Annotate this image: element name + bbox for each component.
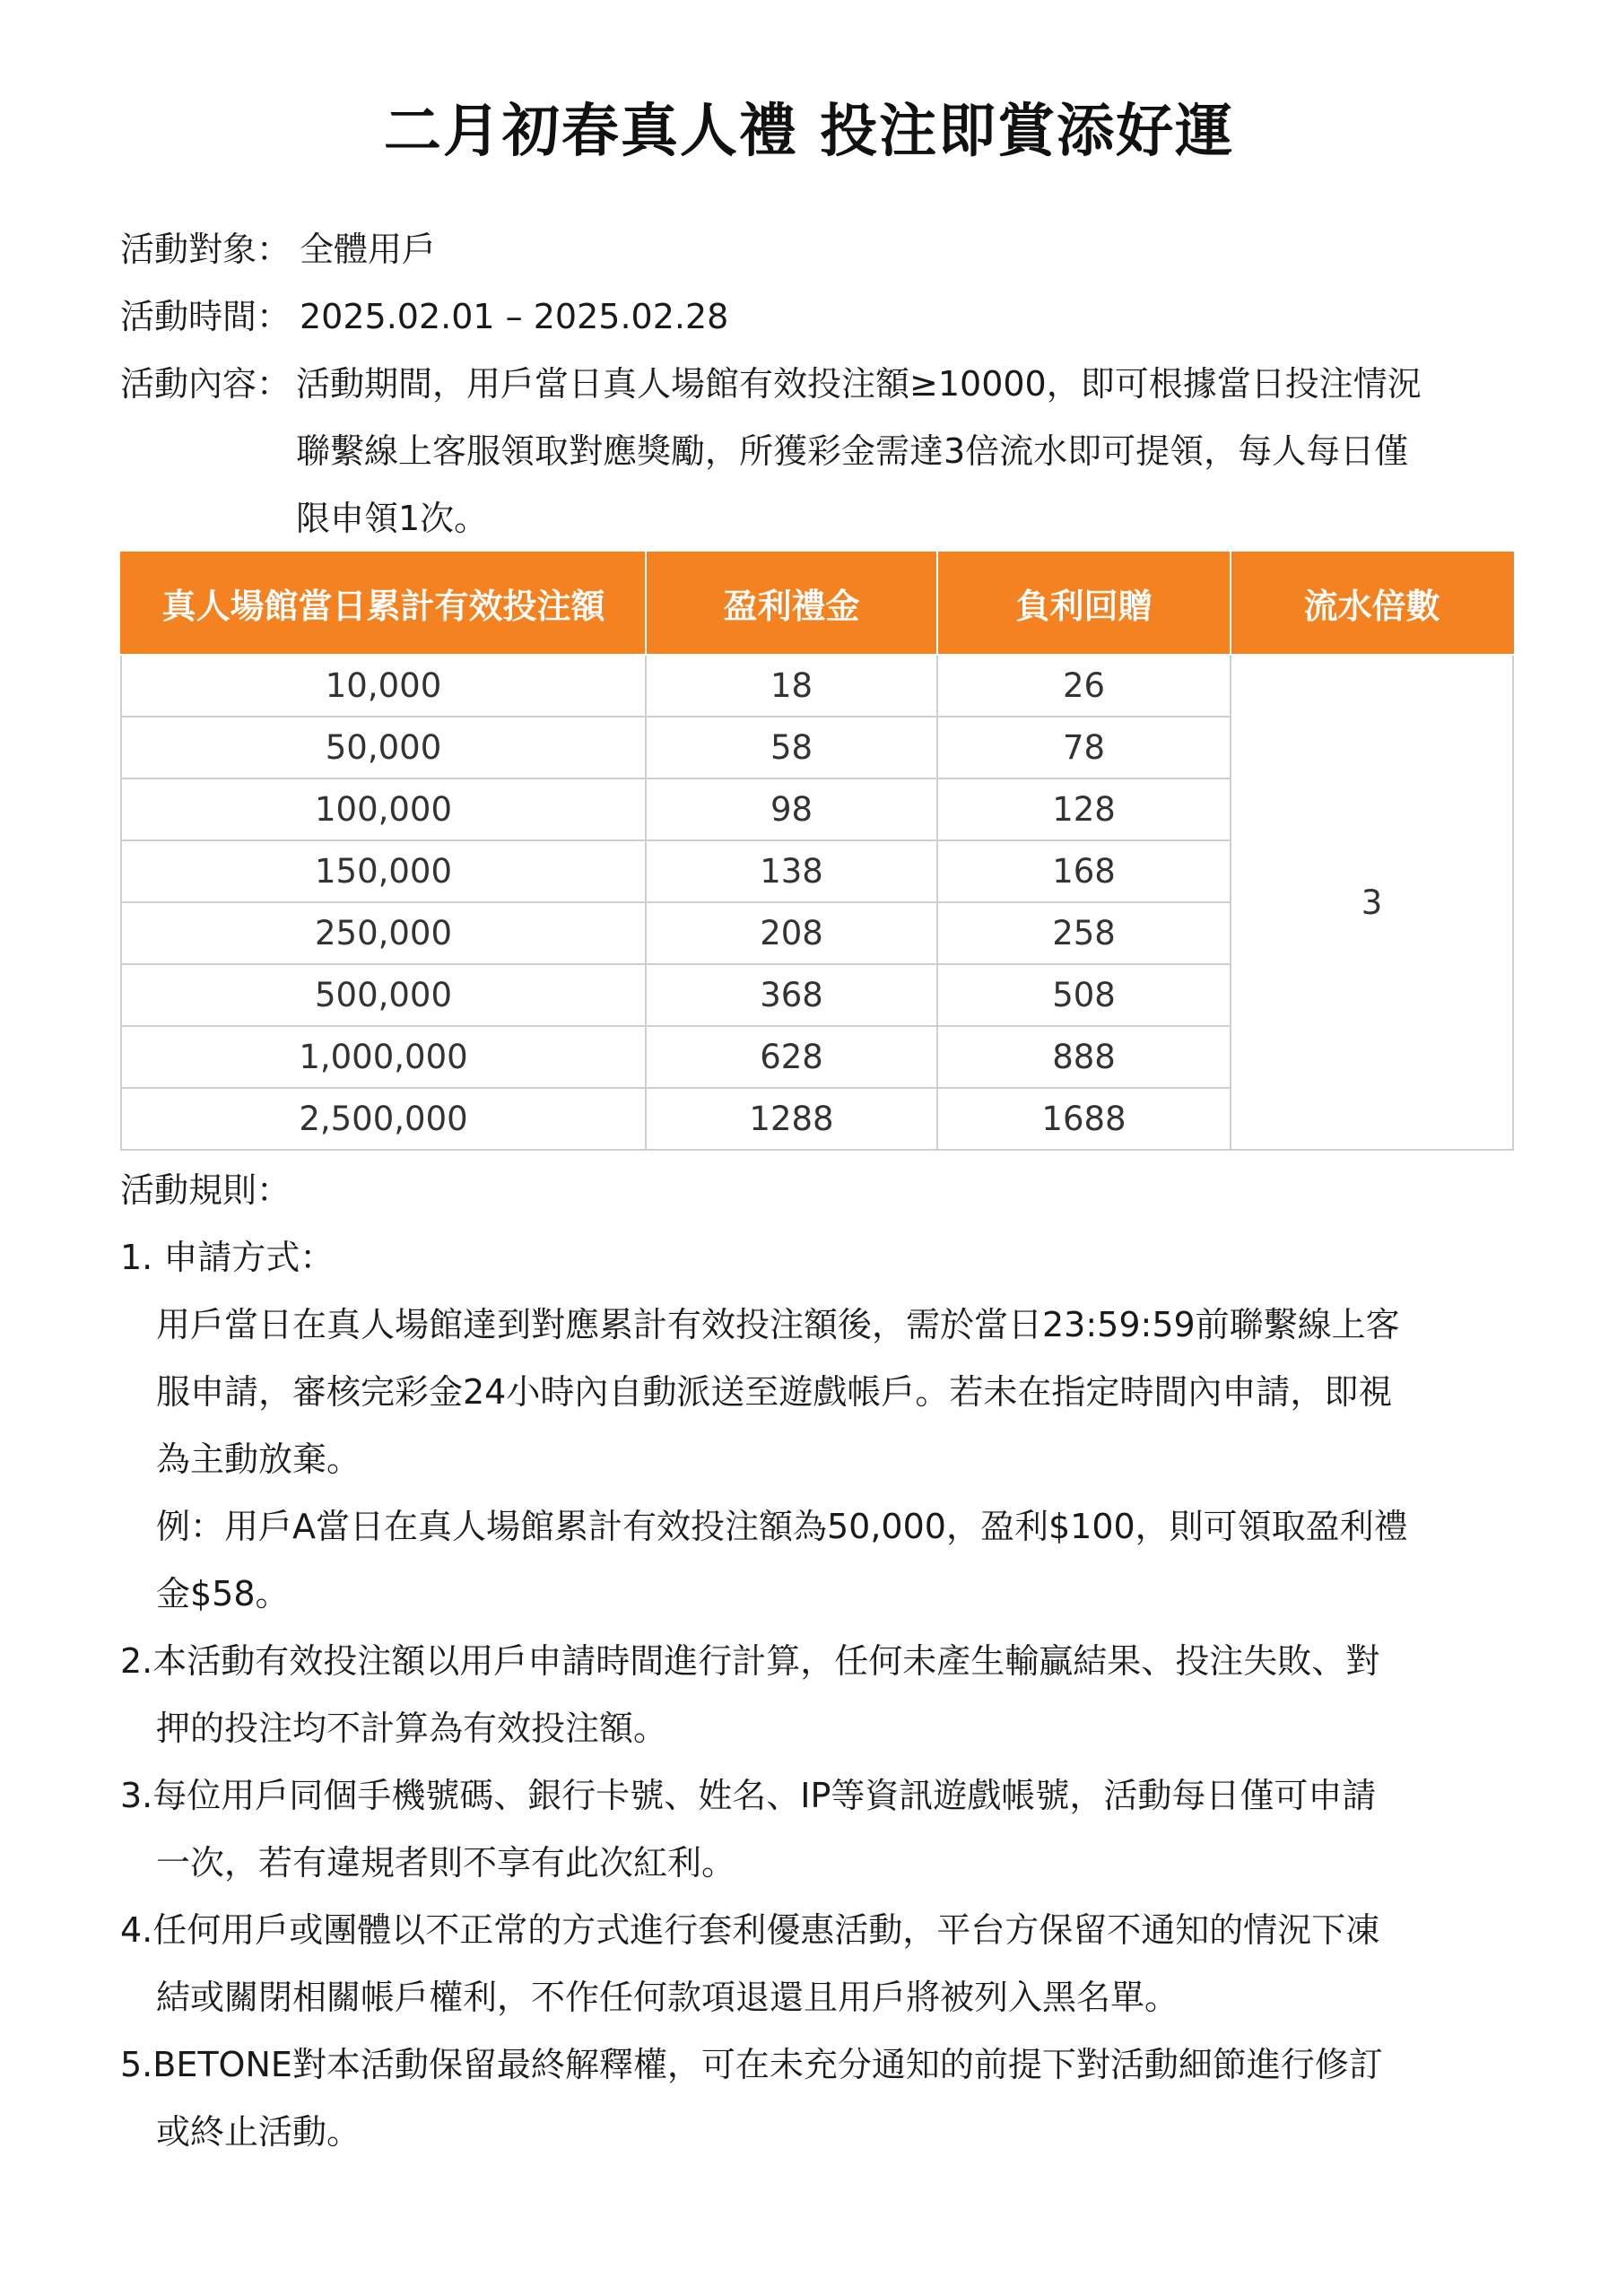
cell-turnover-multiplier: 3 — [1231, 655, 1513, 1150]
cell-profit-bonus: 18 — [646, 655, 937, 717]
meta-content-label: 活動內容： — [120, 364, 291, 404]
header-bet-amount: 真人場館當日累計有效投注額 — [121, 552, 646, 655]
cell-loss-rebate: 1688 — [937, 1088, 1231, 1150]
cell-loss-rebate: 168 — [937, 840, 1231, 902]
meta-time-label: 活動時間： — [120, 297, 291, 336]
meta-time-value: 2025.02.01 – 2025.02.28 — [300, 297, 729, 336]
page-title: 二月初春真人禮 投注即賞添好運 — [383, 99, 1235, 165]
rule-4-line: 4.任何用戶或團體以不正常的方式進行套利優惠活動，平台方保留不通知的情況下凍 — [120, 1910, 1380, 1950]
cell-bet-amount: 1,000,000 — [121, 1026, 646, 1088]
meta-target — [120, 215, 436, 283]
cell-profit-bonus: 628 — [646, 1026, 937, 1088]
cell-loss-rebate: 26 — [937, 655, 1231, 717]
rules-heading: 活動規則： — [120, 1170, 291, 1210]
rule-1-line: 用戶當日在真人場館達到對應累計有效投注額後，需於當日23:59:59前聯繫線上客 — [156, 1305, 1400, 1344]
cell-loss-rebate: 78 — [937, 717, 1231, 778]
rule-1-example-line: 金$58。 — [156, 1574, 290, 1613]
rule-3-line: 3.每位用戶同個手機號碼、銀行卡號、姓名、IP等資訊遊戲帳號，活動每日僅可申請 — [120, 1776, 1377, 1815]
cell-loss-rebate: 888 — [937, 1026, 1231, 1088]
header-profit-bonus: 盈利禮金 — [646, 552, 937, 655]
meta-content-line: 活動期間，用戶當日真人場館有效投注額≥10000，即可根據當日投注情況 — [296, 364, 1422, 404]
rule-5-line: 或終止活動。 — [156, 2112, 361, 2152]
header-loss-rebate: 負利回贈 — [937, 552, 1231, 655]
rule-2-line: 2.本活動有效投注額以用戶申請時間進行計算，任何未產生輸贏結果、投注失敗、對 — [120, 1641, 1380, 1681]
rule-2-line: 押的投注均不計算為有效投注額。 — [156, 1709, 668, 1748]
cell-loss-rebate: 128 — [937, 778, 1231, 840]
cell-profit-bonus: 368 — [646, 964, 937, 1026]
cell-bet-amount: 500,000 — [121, 964, 646, 1026]
cell-bet-amount: 10,000 — [121, 655, 646, 717]
cell-profit-bonus: 1288 — [646, 1088, 937, 1150]
rule-3-line: 一次，若有違規者則不享有此次紅利。 — [156, 1843, 736, 1883]
cell-bet-amount: 50,000 — [121, 717, 646, 778]
meta-time — [120, 283, 728, 351]
rule-1-line: 服申請，審核完彩金24小時內自動派送至遊戲帳戶。若未在指定時間內申請，即視 — [156, 1372, 1393, 1412]
meta-target-label: 活動對象： — [120, 230, 291, 269]
header-turnover-multiplier: 流水倍數 — [1231, 552, 1513, 655]
cell-loss-rebate: 508 — [937, 964, 1231, 1026]
rule-1-title: 1. 申請方式： — [120, 1238, 335, 1277]
cell-bet-amount: 2,500,000 — [121, 1088, 646, 1150]
meta-target-value: 全體用戶 — [300, 230, 437, 269]
meta-content-line: 限申領1次。 — [296, 499, 489, 538]
cell-profit-bonus: 58 — [646, 717, 937, 778]
rule-5-line: 5.BETONE對本活動保留最終解釋權，可在未充分通知的前提下對活動細節進行修訂 — [120, 2045, 1383, 2084]
reward-table — [120, 552, 1514, 1151]
cell-profit-bonus: 138 — [646, 840, 937, 902]
meta-content-line: 聯繫線上客服領取對應獎勵，所獲彩金需達3倍流水即可提領，每人每日僅 — [296, 431, 1409, 471]
rule-1-line: 為主動放棄。 — [156, 1439, 361, 1479]
rule-1-example-line: 例：用戶A當日在真人場館累計有效投注額為50,000，盈利$100，則可領取盈利禮 — [156, 1507, 1408, 1546]
rule-4-line: 結或關閉相關帳戶權利，不作任何款項退還且用戶將被列入黑名單。 — [156, 1978, 1179, 2017]
cell-bet-amount: 100,000 — [121, 778, 646, 840]
table-row — [121, 655, 1513, 717]
cell-loss-rebate: 258 — [937, 902, 1231, 964]
cell-bet-amount: 150,000 — [121, 840, 646, 902]
table-header-row — [121, 552, 1513, 655]
cell-bet-amount: 250,000 — [121, 902, 646, 964]
cell-profit-bonus: 98 — [646, 778, 937, 840]
cell-profit-bonus: 208 — [646, 902, 937, 964]
